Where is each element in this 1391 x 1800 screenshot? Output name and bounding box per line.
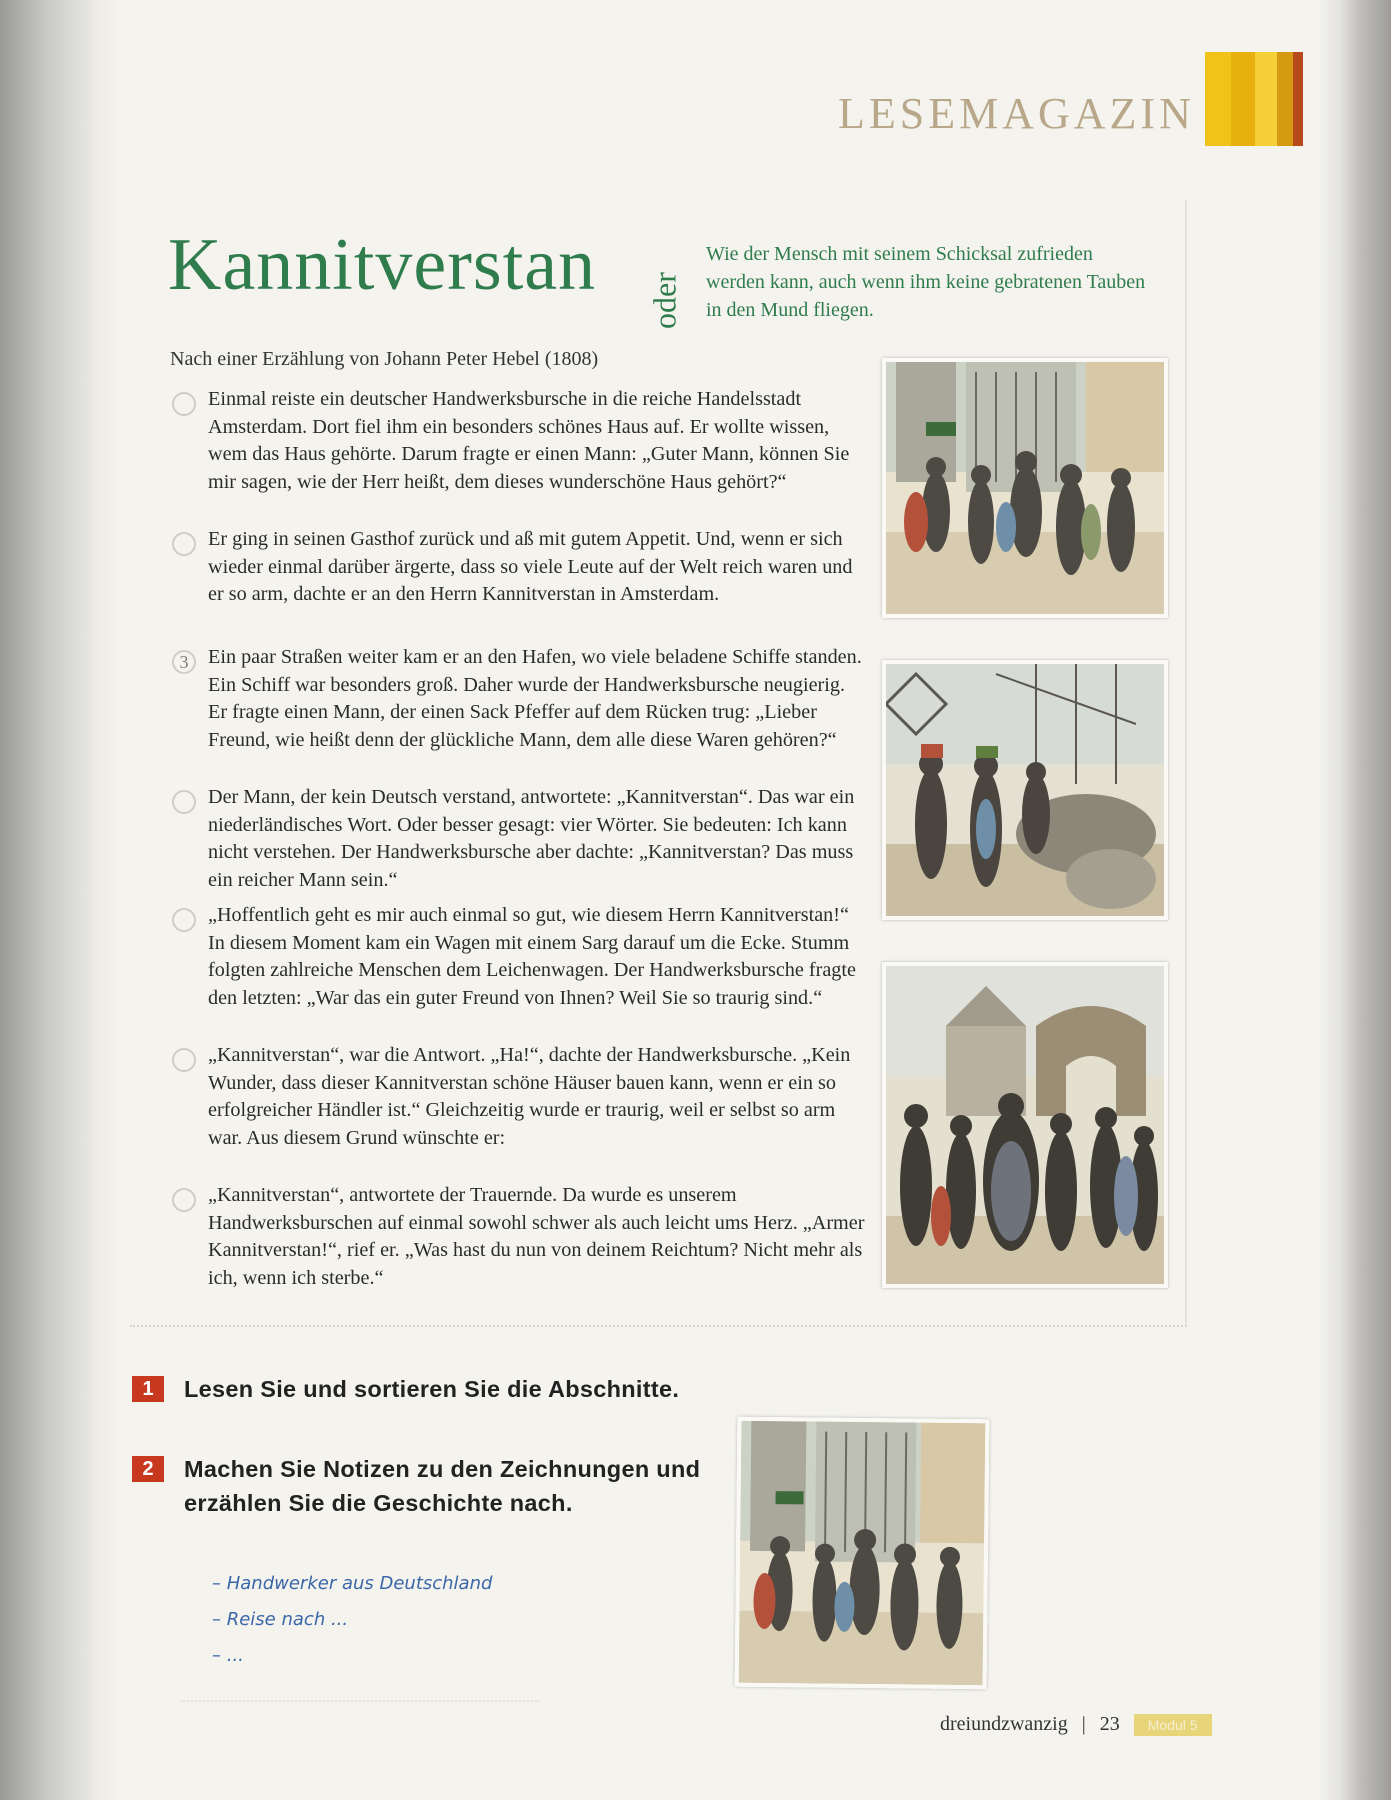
article-source: Nach einer Erzählung von Johann Peter Hebel (1808) bbox=[170, 348, 599, 370]
paragraph: Ein paar Straßen weiter kam er an den Hafen, wo viele beladene Schiffe standen. Ein Schiff war besonders groß. Daher wurde der Handwerksbursche neugierig. Er fragte einen Mann, der einen Sack Pfeffer auf dem Rücken trug: „Lieber Freund, wie heißt denn der glückliche Mann, dem alle diese Waren gehören?“ bbox=[208, 646, 862, 751]
illustration-harbor-scene bbox=[882, 660, 1168, 920]
book-gutter-shadow bbox=[0, 0, 120, 1800]
illustration-notes-image bbox=[735, 1417, 990, 1690]
article-subtitle: Wie der Mensch mit seinem Schicksal zufrieden werden kann, auch wenn ihm keine gebratenen Tauben in den Mund fliegen. bbox=[706, 243, 1146, 321]
note-line: – Handwerker aus Deutschland bbox=[212, 1573, 493, 1594]
page-number-word: dreiundzwanzig bbox=[940, 1713, 1068, 1735]
paragraph: Einmal reiste ein deutscher Handwerksbursche in die reiche Handelsstadt Amsterdam. Dort fiel ihm ein besonders schönes Haus auf. Er wollte wissen, wem das Haus gehörte. Darum fragte er einen Mann: „Guter Mann, können Sie mir sagen, wie der Herr heißt, dem dieses wunderschöne Haus gehört?“ bbox=[208, 388, 850, 493]
article-title: Kannitverstan bbox=[168, 224, 597, 306]
order-marker[interactable] bbox=[172, 1048, 196, 1072]
order-marker[interactable] bbox=[172, 908, 196, 932]
handwritten-notes bbox=[212, 1566, 492, 1674]
order-marker[interactable] bbox=[172, 1188, 196, 1212]
illustration-funeral-scene bbox=[882, 962, 1168, 1288]
module-tab: Modul 5 bbox=[1134, 1714, 1212, 1736]
footer-separator: | bbox=[1081, 1713, 1086, 1735]
order-marker[interactable]: 3 bbox=[172, 650, 196, 674]
paragraph: „Kannitverstan“, war die Antwort. „Ha!“, dachte der Handwerksbursche. „Kein Wunder, dass dieser Kannitverstan schöne Häuser bauen kann, wenn er ein so erfolgreicher Händler ist.“ Gleichzeitig wurde er traurig, weil er selbst so arm war. Aus diesem Grund wünschte er: bbox=[208, 1044, 851, 1149]
color-bar bbox=[1231, 52, 1255, 146]
illustration-street-scene bbox=[882, 358, 1168, 618]
task-2 bbox=[132, 1452, 704, 1520]
section-color-bars bbox=[1205, 52, 1303, 146]
order-marker[interactable] bbox=[172, 392, 196, 416]
order-marker[interactable] bbox=[172, 532, 196, 556]
paragraph: Der Mann, der kein Deutsch verstand, antwortete: „Kannitverstan“. Das war ein niederländisches Wort. Oder besser gesagt: vier Wörter. Sie bedeuten: Ich kann nicht verstehen. Der Handwerksbursche aber dachte: „Kannitverstan? Das muss ein reicher Mann sein.“ bbox=[208, 786, 855, 891]
task-instruction: Lesen Sie und sortieren Sie die Abschnitte. bbox=[184, 1376, 680, 1402]
paragraph: „Hoffentlich geht es mir auch einmal so gut, wie diesem Herrn Kannitverstan!“ In diesem Moment kam ein Wagen mit einem Sarg darauf um die Ecke. Stumm folgten zahlreiche Menschen dem Leichenwagen. Der Handwerksbursche fragte den letzten: „War das ein guter Freund von Ihnen? Weil Sie so traurig sind.“ bbox=[208, 904, 856, 1009]
note-line: – Reise nach ... bbox=[212, 1609, 349, 1630]
order-marker[interactable] bbox=[172, 790, 196, 814]
page-number: 23 bbox=[1099, 1713, 1120, 1735]
task-number: 2 bbox=[132, 1456, 164, 1482]
paragraph: „Kannitverstan“, antwortete der Trauernde. Da wurde es unserem Handwerksburschen auf einmal sowohl schwer als auch leicht ums Herz. „Armer Kannitverstan!“, rief er. „Was hast du nun von deinem Reichtum? Nicht mehr als ich, wenn ich sterbe.“ bbox=[208, 1184, 865, 1289]
color-bar bbox=[1255, 52, 1277, 146]
note-line: – ... bbox=[212, 1645, 244, 1666]
task-1 bbox=[132, 1372, 744, 1406]
page-edge-shadow bbox=[1318, 0, 1391, 1800]
task-number: 1 bbox=[132, 1376, 164, 1402]
color-bar bbox=[1293, 52, 1303, 146]
page-footer bbox=[940, 1713, 1212, 1736]
paragraph: Er ging in seinen Gasthof zurück und aß mit gutem Appetit. Und, wenn er sich wieder einmal darüber ärgerte, dass so viele Leute auf der Welt reich waren und er so arm, dachte er an den Herrn Kannitverstan in Amsterdam. bbox=[208, 528, 853, 605]
title-connector: oder bbox=[646, 272, 683, 329]
section-title: LESEMAGAZIN bbox=[838, 89, 1195, 138]
color-bar bbox=[1205, 52, 1231, 146]
color-bar bbox=[1277, 52, 1293, 146]
notes-divider bbox=[180, 1700, 540, 1702]
task-instruction: Machen Sie Notizen zu den Zeichnungen und erzählen Sie die Geschichte nach. bbox=[184, 1456, 701, 1516]
